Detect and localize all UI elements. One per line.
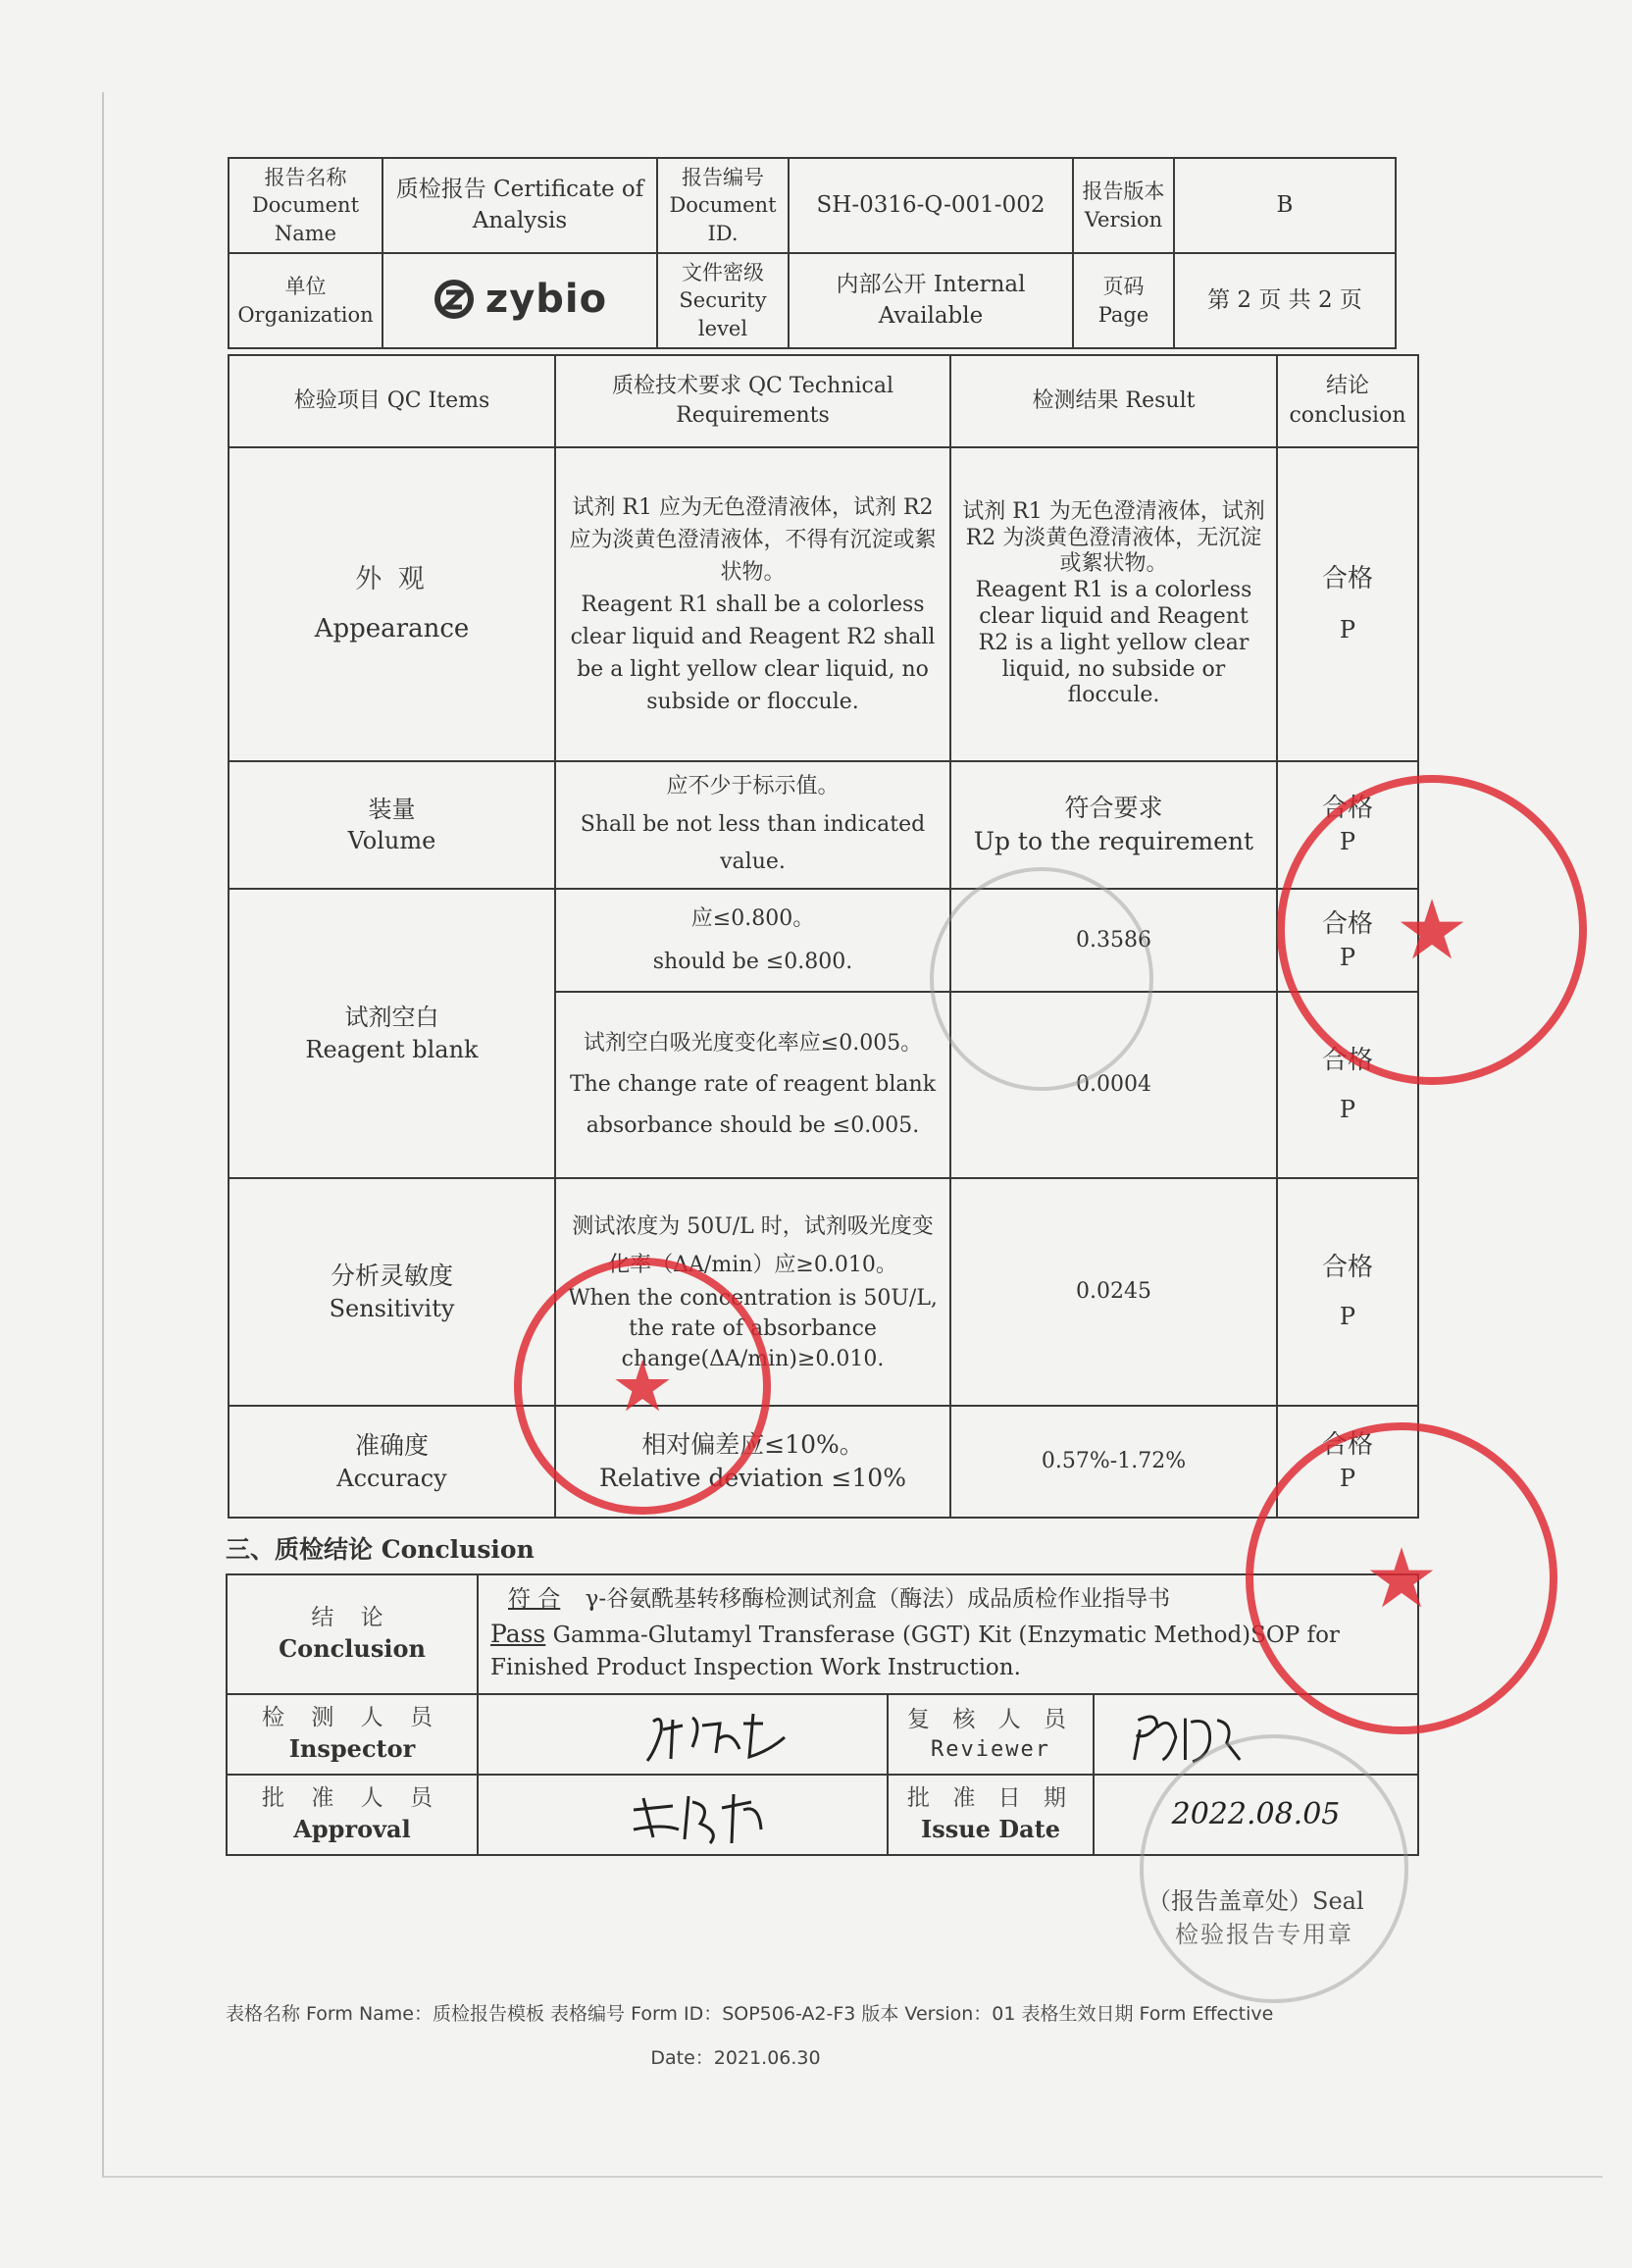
seal-star-icon: ★ (1364, 1530, 1439, 1626)
req-en: When the concentration is 50U/L, the rate of absorbance change(ΔA/min)≥0.010. (568, 1286, 938, 1371)
result-sensitivity: 0.0245 (950, 1178, 1277, 1406)
requirement-reagent-blank-2 (555, 992, 950, 1178)
item-volume (229, 761, 555, 889)
label-cn: 结 论 (311, 1605, 393, 1631)
pass-word: Pass (490, 1619, 546, 1648)
label-en: Inspector (288, 1734, 416, 1764)
approval-signature (478, 1775, 888, 1855)
inspector-signature-image (484, 1700, 881, 1769)
approval-label (227, 1775, 478, 1855)
item-cn: 装量 (368, 795, 416, 823)
requirement-reagent-blank-1 (555, 889, 950, 992)
req-cn: 测试浓度为 50U/L 时，试剂吸光度变化率（ΔA/min）应≥0.010。 (572, 1214, 934, 1277)
col-header-requirements: 质检技术要求 QC Technical Requirements (555, 355, 950, 447)
label-cn: 批 准 人 员 (262, 1785, 442, 1812)
label-en: Issue Date (920, 1815, 1061, 1844)
conclusion-row (227, 1574, 1418, 1694)
concl-cn: 合格 (1321, 564, 1373, 594)
table-row (229, 1178, 1418, 1406)
approval-signature-image (484, 1780, 881, 1849)
col-header-items: 检验项目 QC Items (229, 355, 555, 447)
reviewer-label (888, 1694, 1094, 1775)
label-cn: 批 准 日 期 (907, 1785, 1074, 1812)
item-accuracy (229, 1406, 555, 1518)
gray-seal-middle (930, 867, 1153, 1091)
doc-name-value: 质检报告 Certificate of Analysis (382, 158, 657, 253)
item-cn: 试剂空白 (344, 1004, 439, 1032)
item-en: Appearance (314, 613, 470, 644)
document-header-table (228, 157, 1397, 349)
concl-cn: 合格 (1321, 1253, 1373, 1283)
result-appearance (950, 447, 1277, 761)
concl-cn: 合格 (1321, 1430, 1373, 1461)
concl-en: P (1339, 1465, 1356, 1493)
result-reagent-blank-2: 0.0004 (950, 992, 1277, 1178)
item-sensitivity (229, 1178, 555, 1406)
conclusion-label (227, 1574, 478, 1694)
result-reagent-blank-1: 0.3586 (950, 889, 1277, 992)
issue-date-value: 2022.08.05 (1094, 1775, 1418, 1855)
item-reagent-blank (229, 889, 555, 1178)
inspector-label (227, 1694, 478, 1775)
conclusion-text-cn: γ-谷氨酰基转移酶检测试剂盒（酶法）成品质检作业指导书 (585, 1586, 1171, 1613)
doc-id-value: SH-0316-Q-001-002 (789, 158, 1073, 253)
col-header-conclusion: 结论 conclusion (1277, 355, 1418, 447)
page-label: 页码 Page (1073, 253, 1174, 348)
red-seal-middle (514, 1258, 771, 1515)
qc-header-row (229, 355, 1418, 447)
req-en: The change rate of reagent blank absorbance should be ≤0.005. (569, 1072, 937, 1138)
concl-en: P (1339, 616, 1356, 644)
footer-line-2: Date：2021.06.30 (650, 2047, 821, 2069)
doc-id-label: 报告编号 Document ID. (657, 158, 789, 253)
requirement-volume (555, 761, 950, 889)
item-appearance (229, 447, 555, 761)
item-cn: 外 观 (355, 564, 429, 595)
req-cn: 相对偏差应≤10%。 (641, 1430, 864, 1460)
inspector-signature (478, 1694, 888, 1775)
res-en: Up to the requirement (973, 827, 1254, 855)
req-cn: 试剂空白吸光度变化率应≤0.005。 (583, 1031, 923, 1057)
issue-date-label (888, 1775, 1094, 1855)
fu-he-word: 符 合 (508, 1586, 561, 1613)
concl-cn: 合格 (1321, 908, 1373, 939)
table-row (229, 761, 1418, 889)
red-company-seal-bottom (1246, 1422, 1557, 1734)
org-logo-cell (382, 253, 657, 348)
item-en: Accuracy (336, 1464, 447, 1492)
page-value: 第 2 页 共 2 页 (1174, 253, 1396, 348)
label-en: Approval (293, 1815, 411, 1844)
result-volume (950, 761, 1277, 889)
req-en: should be ≤0.800. (652, 949, 853, 974)
concl-cn: 合格 (1321, 794, 1373, 824)
label-cn: 复 核 人 员 (907, 1706, 1074, 1732)
label-en: Reviewer (931, 1736, 1050, 1762)
item-en: Volume (347, 827, 436, 854)
req-en: Relative deviation ≤10% (599, 1464, 906, 1492)
res-cn: 试剂 R1 为无色澄清液体，试剂 R2 为淡黄色澄清液体，无沉淀或絮状物。 (962, 498, 1265, 577)
label-en: Conclusion (279, 1634, 426, 1664)
concl-cn: 合格 (1321, 1046, 1373, 1076)
gray-seal-bottom (1140, 1734, 1408, 2003)
req-cn: 应不少于标示值。 (666, 774, 840, 799)
conclusion-appearance (1277, 447, 1418, 761)
concl-en: P (1339, 828, 1356, 856)
security-value: 内部公开 Internal Available (789, 253, 1073, 348)
zybio-logo-text: zybio (484, 277, 608, 323)
table-row (229, 447, 1418, 761)
seal-star-icon: ★ (610, 1345, 675, 1427)
requirement-appearance (555, 447, 950, 761)
conclusion-sensitivity (1277, 1178, 1418, 1406)
version-value: B (1174, 158, 1396, 253)
req-cn: 应≤0.800。 (690, 905, 815, 931)
security-label: 文件密级 Security level (657, 253, 789, 348)
label-cn: 检 测 人 员 (262, 1705, 442, 1731)
seal-note: （报告盖章处）Seal (1148, 1887, 1364, 1915)
conclusion-section-title: 三、质检结论 Conclusion (226, 1535, 535, 1564)
res-cn: 符合要求 (1064, 794, 1163, 823)
red-company-seal-top (1277, 775, 1587, 1085)
qc-items-table (228, 354, 1419, 1519)
concl-en: P (1339, 1096, 1356, 1124)
item-en: Reagent blank (305, 1035, 479, 1063)
req-cn: 试剂 R1 应为无色澄清液体，试剂 R2 应为淡黄色澄清液体，不得有沉淀或絮状物。 (569, 494, 937, 585)
zybio-logo (433, 273, 607, 326)
conclusion-text-en: Gamma-Glutamyl Transferase (GGT) Kit (Enzymatic Method)SOP for Finished Product Inspection Work Instruction. (490, 1622, 1340, 1681)
res-en: Reagent R1 is a colorless clear liquid and Reagent R2 is a light yellow clear liquid, no subside or floccule. (975, 578, 1252, 708)
doc-name-label: 报告名称 Document Name (229, 158, 382, 253)
org-label: 单位 Organization (229, 253, 382, 348)
item-cn: 准确度 (354, 1430, 429, 1460)
table-row (229, 889, 1418, 992)
req-en: Reagent R1 shall be a colorless clear liquid and Reagent R2 shall be a light yellow clear liquid, no subside or floccule. (570, 592, 936, 714)
seal-star-icon: ★ (1395, 882, 1469, 978)
col-header-result: 检测结果 Result (950, 355, 1277, 447)
version-label: 报告版本 Version (1073, 158, 1174, 253)
concl-en: P (1339, 1303, 1356, 1331)
req-en: Shall be not less than indicated value. (580, 811, 926, 875)
item-en: Sensitivity (329, 1294, 455, 1322)
footer-line-1: 表格名称 Form Name：质检报告模板 表格编号 Form ID：SOP506-A2-F3 版本 Version：01 表格生效日期 Form Effective (226, 2003, 1274, 2025)
zybio-logo-icon (433, 278, 476, 321)
item-cn: 分析灵敏度 (330, 1261, 453, 1290)
form-footer (226, 1999, 1412, 2070)
table-row (229, 1406, 1418, 1518)
concl-en: P (1339, 943, 1356, 971)
seal-caption-text: 检验报告专用章 (1175, 1921, 1353, 1948)
result-accuracy: 0.57%-1.72% (950, 1406, 1277, 1518)
